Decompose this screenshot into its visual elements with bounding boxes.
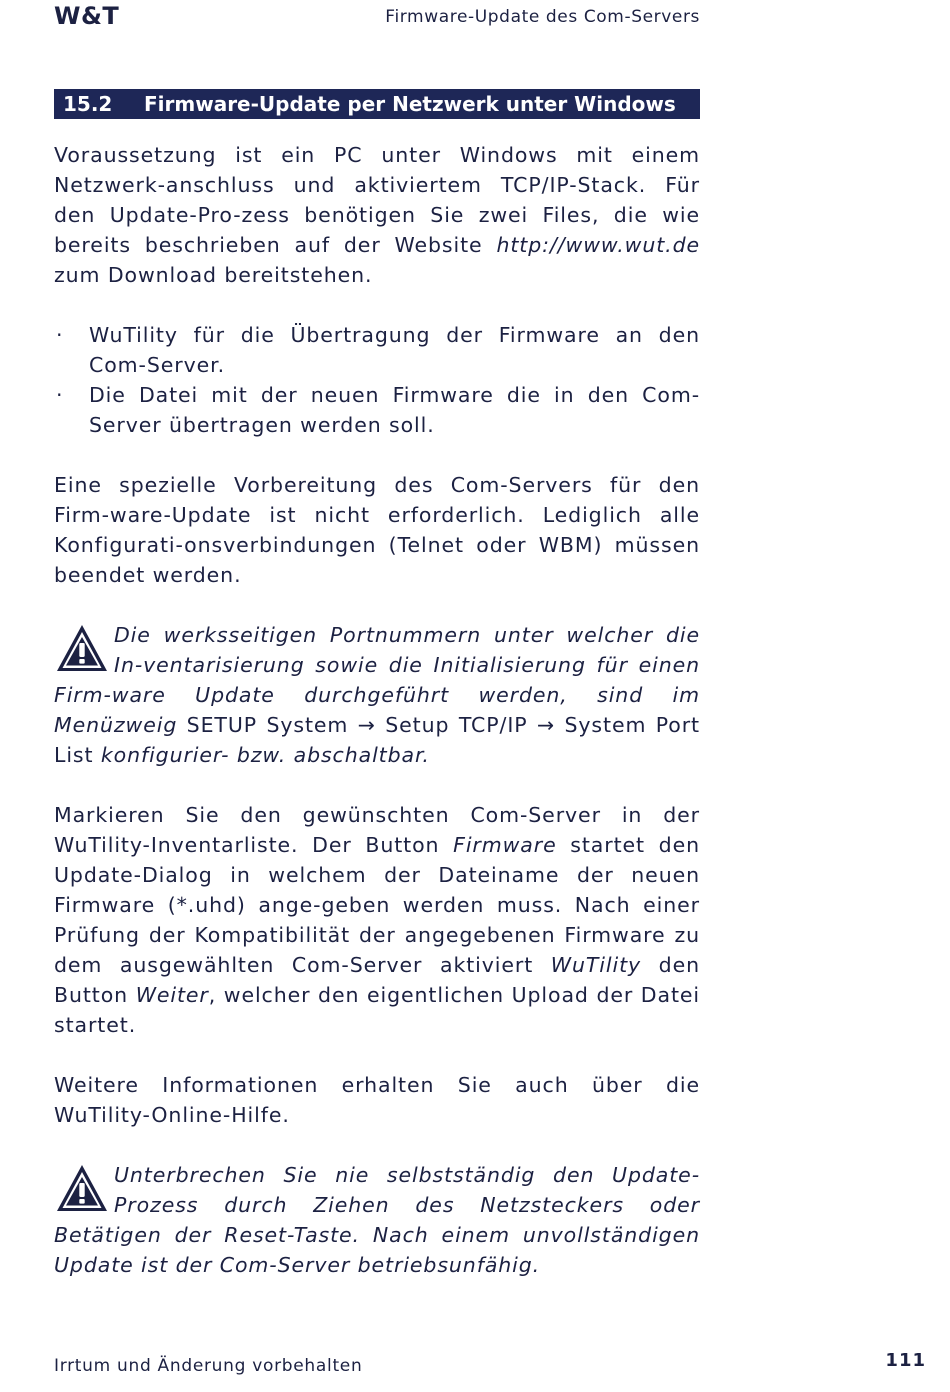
warning-text: Unterbrechen Sie nie selbstständig den Update-Prozess durch Ziehen des Netzsteckers oder Betätigen der Reset-Taste. Nach einem unvollständigen Update ist der Com-Server betriebsunfähig. <box>54 1163 700 1277</box>
section-title: Firmware-Update per Netzwerk unter Windows <box>144 92 676 116</box>
section-number: 15.2 <box>63 92 113 116</box>
requirements-list <box>54 320 700 440</box>
running-header-title: Firmware-Update des Com-Servers <box>385 7 700 27</box>
intro-paragraph <box>54 140 700 290</box>
procedure-paragraph <box>54 800 700 1040</box>
brand-logo: W&T <box>54 2 120 30</box>
warning-triangle-icon <box>54 622 110 674</box>
wutility-name: WuTility <box>550 953 642 977</box>
footer-disclaimer: Irrtum und Änderung vorbehalten <box>54 1356 363 1376</box>
info-paragraph: Weitere Informationen erhalten Sie auch über die WuTility-Online-Hilfe. <box>54 1073 700 1127</box>
website-link[interactable]: http://www.wut.de <box>496 233 700 257</box>
procedure-text: den Button <box>54 953 701 1007</box>
warning-text-end: konfigurier- bzw. abschaltbar. <box>100 743 430 767</box>
warning-note-interrupt <box>54 1160 700 1280</box>
page-content <box>54 140 700 1280</box>
warning-note-ports <box>54 620 700 770</box>
page-number: 111 <box>885 1350 926 1371</box>
preparation-paragraph: Eine spezielle Vorbereitung des Com-Servers für den Firm-ware-Update ist nicht erforderlich. Lediglich alle Konfigurati-onsverbindungen (Telnet oder WBM) müssen beendet werden. <box>54 473 700 587</box>
firmware-button-label: Firmware <box>453 833 557 857</box>
procedure-text: , welcher den eigentlichen Upload der Datei startet. <box>54 983 700 1037</box>
list-item: · WuTility für die Übertragung der Firmware an den Com-Server. <box>54 320 700 380</box>
weiter-button-label: Weiter <box>135 983 209 1007</box>
procedure-text: Markieren Sie den gewünschten Com-Server in der WuTility-Inventarliste. Der Button <box>54 803 700 857</box>
warning-text: Die werksseitigen Portnummern unter welcher die In-ventarisierung sowie die Initialisierung für einen Firm-ware Update durchgeführt werden, sind im Menüzweig <box>54 623 700 737</box>
warning-triangle-icon <box>54 1162 110 1214</box>
section-heading <box>54 89 700 119</box>
list-item: · Die Datei mit der neuen Firmware die in den Com-Server übertragen werden soll. <box>54 380 700 440</box>
intro-text-end: zum Download bereitstehen. <box>54 263 373 287</box>
menu-path: SETUP System → Setup TCP/IP → System Port List <box>54 713 700 767</box>
intro-text: Voraussetzung ist ein PC unter Windows mit einem Netzwerk-anschluss und aktiviertem TCP/IP-Stack. Für den Update-Pro-zess benötigen Sie zwei Files, die wie bereits beschrieben auf der Website <box>54 143 700 257</box>
procedure-text: startet den Update-Dialog in welchem der Dateiname der neuen Firmware (*.uhd) ange-geben werden muss. Nach einer Prüfung der Kompatibilität der angegebenen Firmware zu dem ausgewählten Com-Server aktiviert <box>54 833 700 977</box>
